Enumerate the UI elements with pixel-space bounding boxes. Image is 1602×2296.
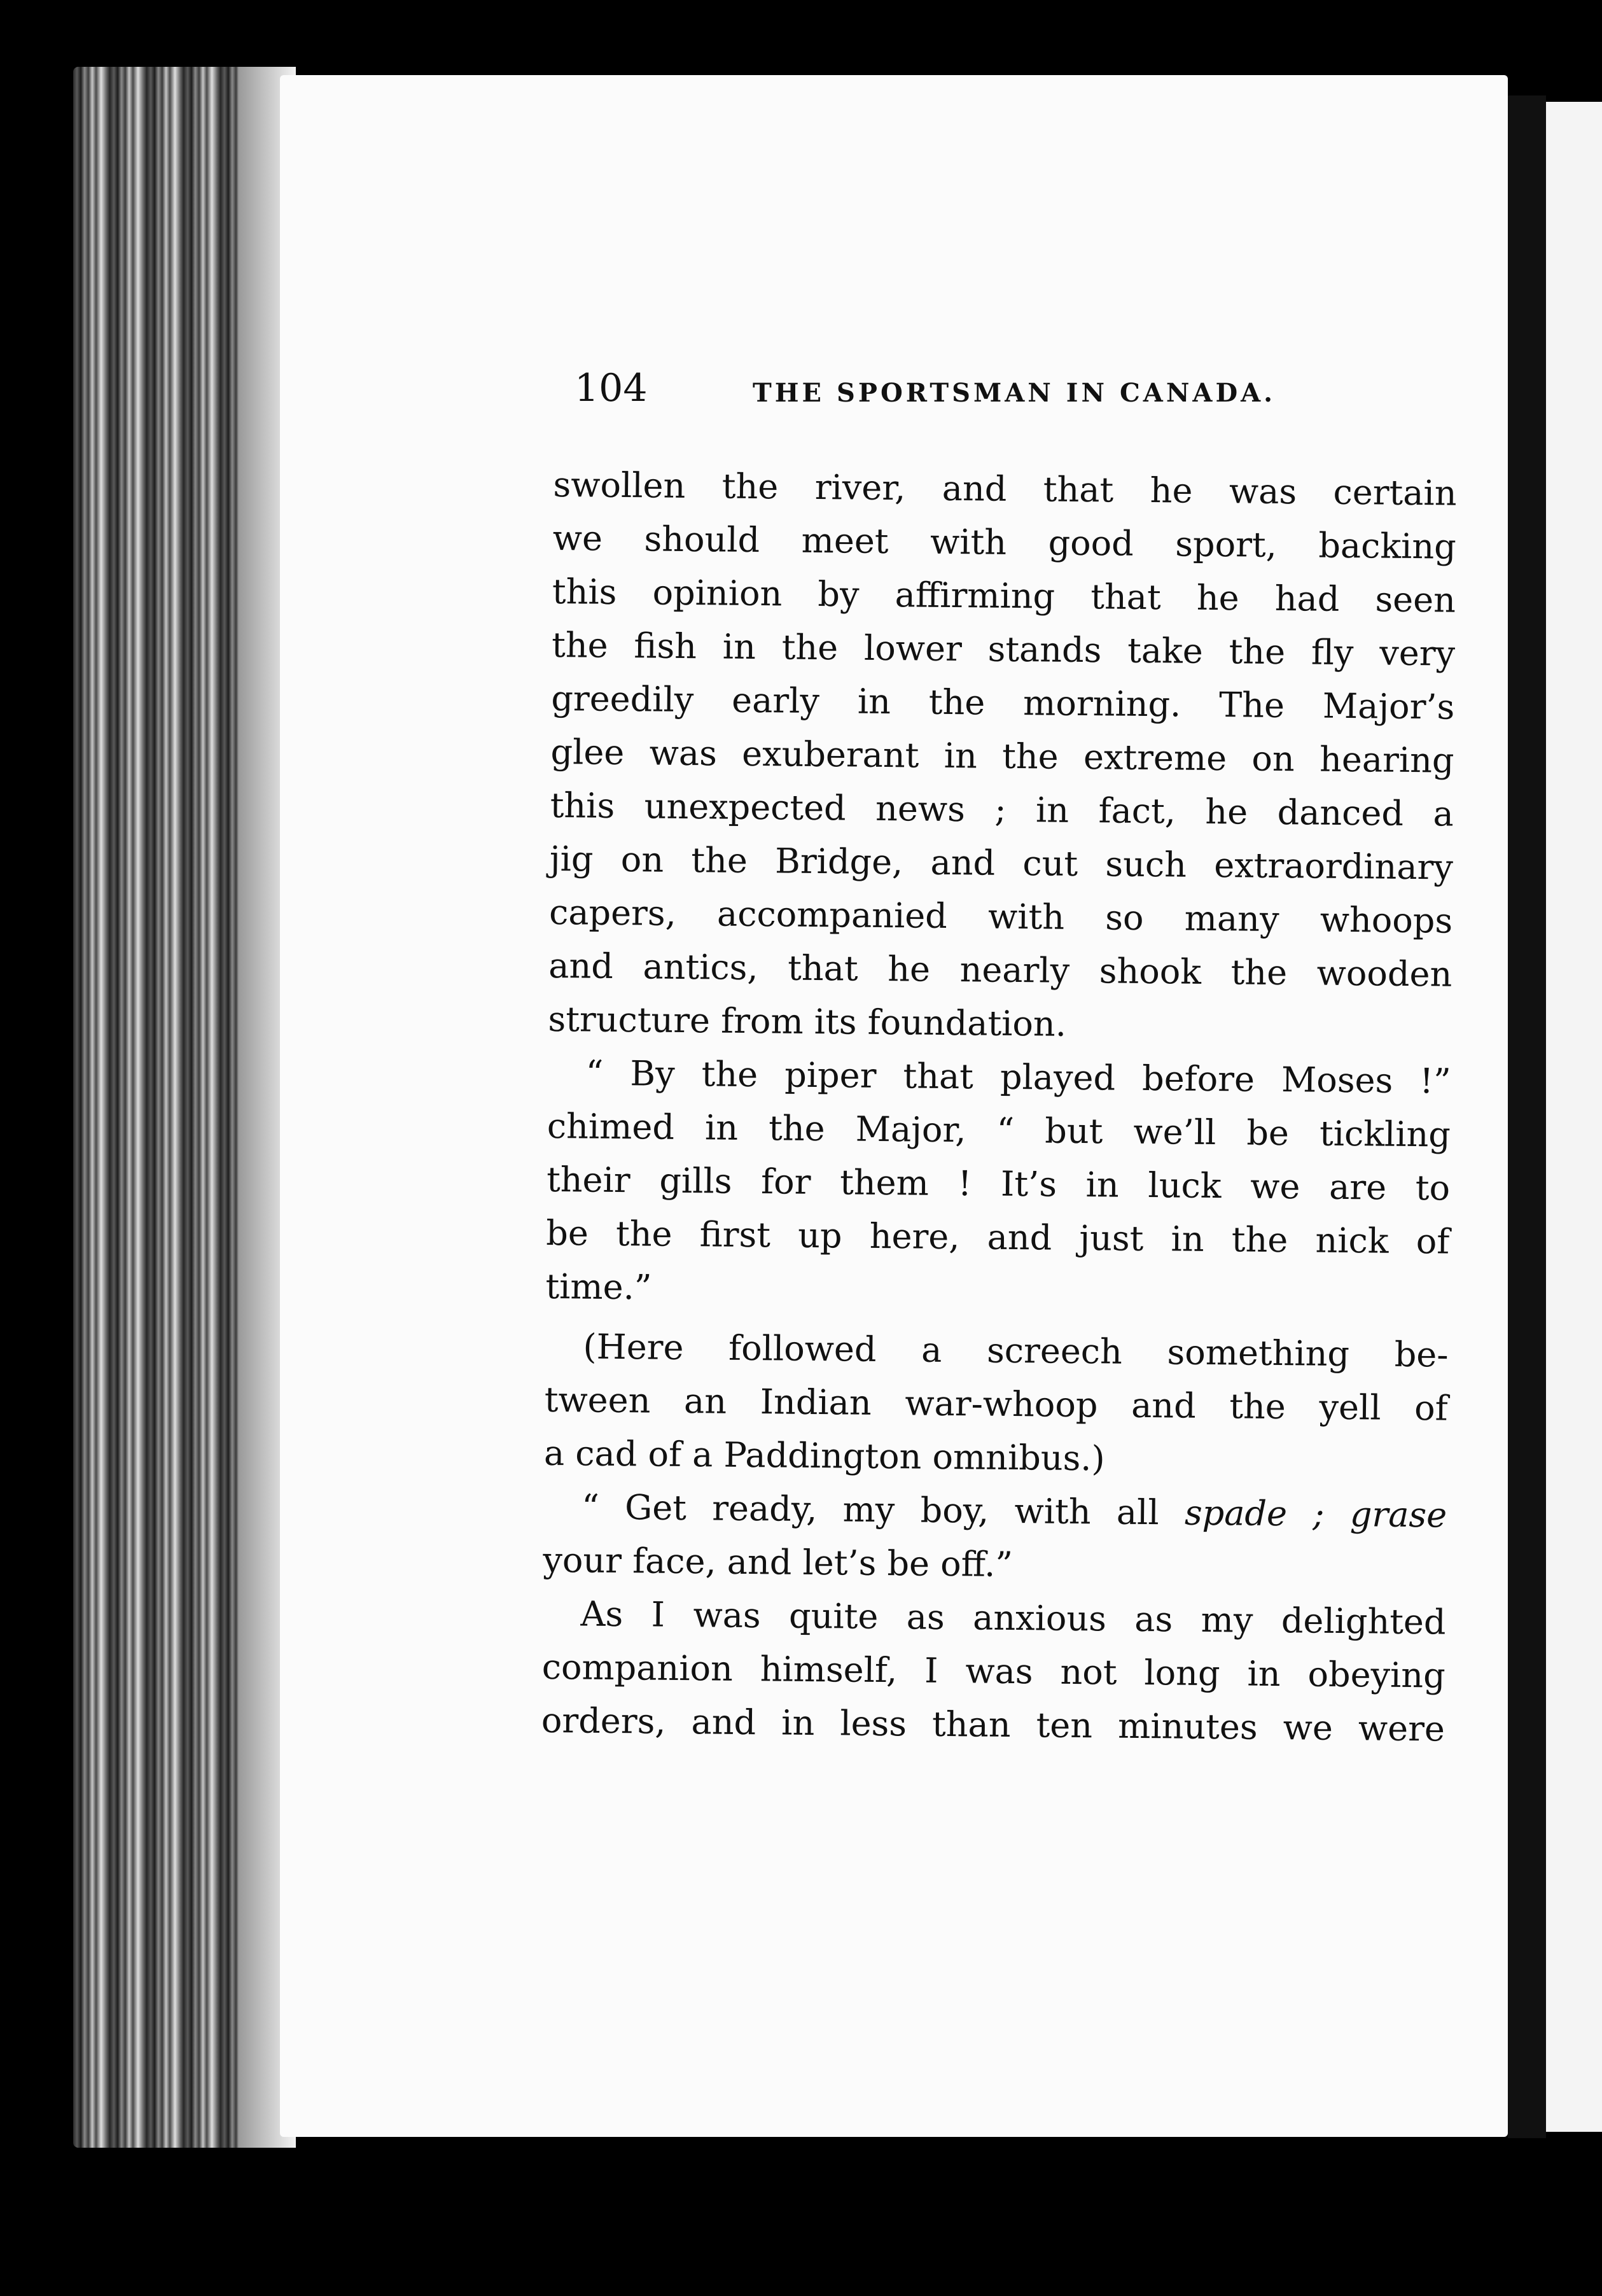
text-line: orders, and in less than ten minutes we were <box>541 1700 1445 1749</box>
text-line: we should meet with good sport, backing <box>552 517 1457 567</box>
page-header <box>575 366 1503 417</box>
text-line: your face, and let’s be off.” <box>543 1539 1013 1585</box>
text-line: a cad of a Paddington omnibus.) <box>543 1432 1105 1479</box>
body-text <box>541 458 1457 1756</box>
text-line: glee was exuberant in the extreme on hearing <box>550 731 1454 781</box>
text-line: tween an Indian war-whoop and the yell of <box>544 1379 1449 1429</box>
paragraph <box>548 458 1457 1055</box>
text-line: (Here followed a screech something be- <box>583 1326 1449 1375</box>
paragraph <box>541 1587 1446 1756</box>
text-line <box>543 1480 1447 1543</box>
text-line: this unexpected news ; in fact, he danced a <box>550 785 1454 834</box>
text-segment: “ Get ready, my boy, with all <box>581 1487 1185 1533</box>
book-page-edges <box>73 67 296 2148</box>
text-line: and antics, that he nearly shook the wooden <box>548 945 1452 995</box>
text-line: As I was quite as anxious as my delighted <box>580 1593 1446 1642</box>
text-line: jig on the Bridge, and cut such extraordinary <box>549 838 1454 888</box>
text-line: their gills for them ! It’s in luck we are to <box>546 1159 1451 1208</box>
text-line: this opinion by affirming that he had seen <box>552 571 1456 620</box>
text-line: be the first up here, and just in the nick of <box>546 1212 1450 1262</box>
text-line: capers, accompanied with so many whoops <box>548 892 1453 941</box>
paragraph <box>543 1480 1447 1596</box>
text-line: greedily early in the morning. The Major’s <box>551 678 1455 727</box>
facing-page-edge <box>1546 102 1602 2132</box>
text-line: the fish in the lower stands take the fly very <box>551 624 1456 674</box>
text-line: chimed in the Major, “ but we’ll be tickling <box>547 1105 1451 1155</box>
page-number: 104 <box>575 366 648 410</box>
paragraph <box>544 1320 1449 1489</box>
text-line: companion himself, I was not long in obeying <box>541 1646 1446 1696</box>
text-line: time.” <box>545 1266 652 1308</box>
paragraph <box>545 1046 1451 1322</box>
text-line: swollen the river, and that he was certain <box>553 464 1457 514</box>
running-head: THE SPORTSMAN IN CANADA. <box>753 378 1276 408</box>
italic-text: spade ; grase <box>1184 1492 1447 1536</box>
text-line: “ By the piper that played before Moses !” <box>585 1053 1451 1102</box>
page-gutter-shadow <box>1508 95 1546 2138</box>
text-line: structure from its foundation. <box>548 998 1067 1044</box>
